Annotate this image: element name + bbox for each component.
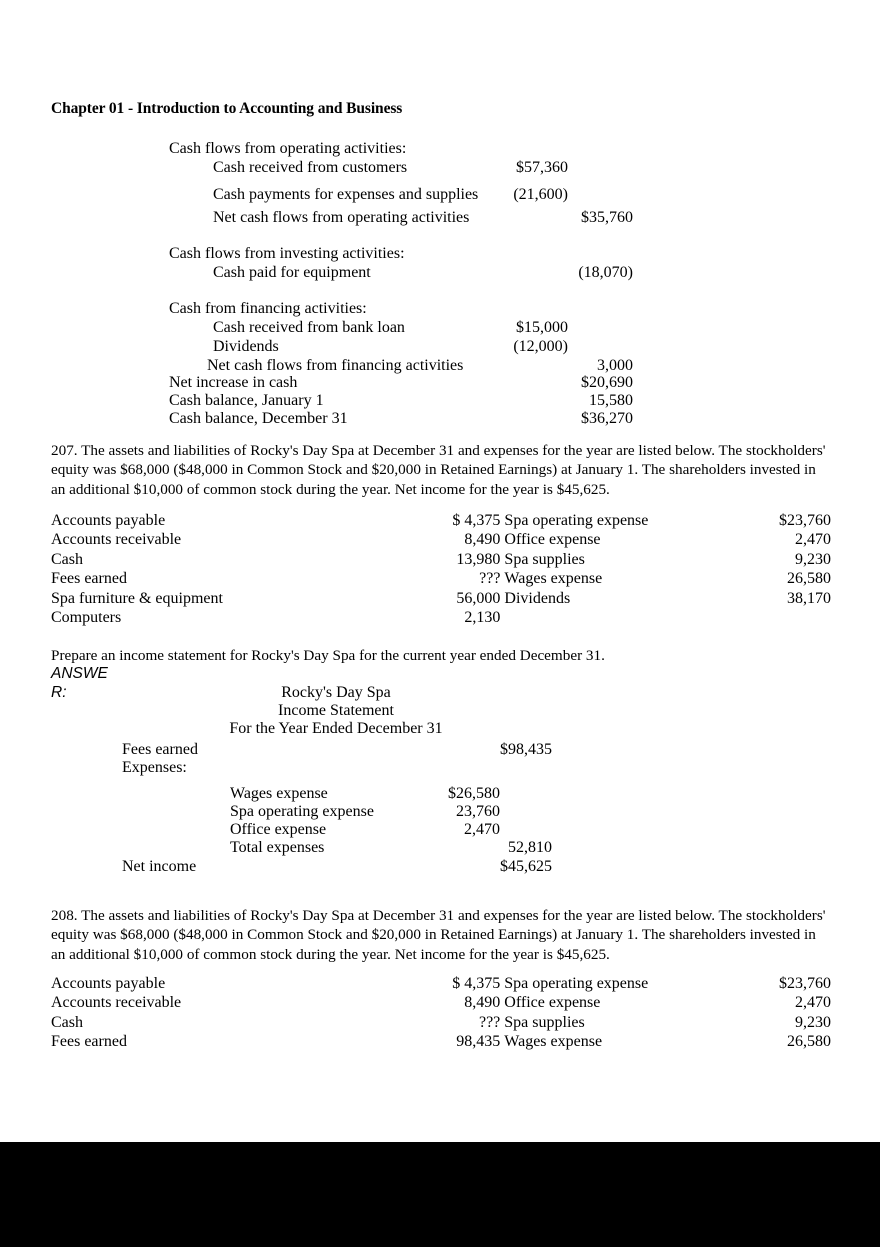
table-row [51, 550, 831, 569]
page-bottom-band [0, 1142, 880, 1247]
cash-flow-label: Net cash flows from financing activities [207, 357, 464, 374]
account-label-left: Fees earned [51, 1033, 127, 1051]
cash-flow-label: Cash received from bank loan [213, 319, 405, 336]
account-amount-right: $23,760 [779, 975, 831, 992]
table-row [51, 993, 831, 1012]
account-label-right: Wages expense [504, 1033, 603, 1051]
cash-flow-amount-inner: $57,360 [516, 159, 568, 176]
cash-flow-label: Cash balance, December 31 [169, 410, 348, 427]
account-amount-left: 13,980 [456, 550, 501, 568]
income-statement-amount-outer: 52,810 [508, 839, 552, 856]
cash-flow-label: Dividends [213, 338, 279, 355]
table-row [51, 530, 831, 549]
cash-flow-label: Cash flows from investing activities: [169, 245, 405, 262]
account-label-left: Accounts payable [51, 512, 166, 529]
cash-flow-label: Cash received from customers [213, 159, 408, 176]
account-label-right: Wages expense [504, 570, 603, 588]
problem-208-paragraph: 208. The assets and liabilities of Rocky's Day Spa at December 31 and expenses for the year are listed below. The stockholders' equity was $68,000 ($48,000 in Common Stock and $20,000 in Retained Earnings) at January 1. The shareholders invested in an additional $10,000 of common stock during the year. Net income for the year is $45,625. [51, 907, 826, 963]
account-amount-right: 26,580 [787, 1033, 831, 1051]
table-row [51, 608, 831, 627]
income-statement-label: Office expense [230, 821, 327, 838]
account-label-right: Dividends [504, 589, 571, 607]
income-statement-label: Spa operating expense [230, 803, 374, 820]
prepare-instruction-207: Prepare an income statement for Rocky's Day Spa for the current year ended December 31. [51, 647, 605, 664]
cash-flow-amount-outer: 15,580 [589, 392, 633, 409]
cash-flow-label: Cash flows from operating activities: [169, 140, 407, 157]
cash-flow-label: Cash paid for equipment [213, 264, 371, 281]
account-label-left: Spa furniture & equipment [51, 589, 223, 607]
cash-flow-amount-outer: (18,070) [578, 264, 633, 281]
cash-flow-amount-inner: (21,600) [513, 186, 568, 203]
account-label-left: Computers [51, 609, 122, 627]
income-statement-period: For the Year Ended December 31 [229, 719, 443, 737]
cash-flow-label: Cash from financing activities: [169, 300, 367, 317]
problem-207-account-table [51, 511, 831, 627]
answer-label-207: ANSWER: [51, 665, 108, 701]
account-label-right: Spa supplies [504, 550, 585, 568]
income-statement-type: Income Statement [278, 701, 394, 719]
account-amount-right: 2,470 [795, 531, 831, 549]
account-amount-right [733, 608, 831, 627]
cash-flow-amount-outer: $36,270 [581, 410, 633, 427]
income-statement-amount-outer: $45,625 [500, 858, 552, 875]
cash-flow-amount-outer: $20,690 [581, 374, 633, 391]
account-label-left: Accounts receivable [51, 531, 182, 549]
account-label-left: Cash [51, 550, 83, 568]
income-statement-label: Fees earned [122, 741, 198, 758]
account-label-right: Office expense [504, 994, 601, 1012]
cash-flow-label: Cash balance, January 1 [169, 392, 324, 409]
account-amount-left: 98,435 [456, 1033, 501, 1051]
account-amount-left: 2,130 [464, 609, 501, 627]
table-row [51, 1013, 831, 1032]
table-row [51, 511, 831, 530]
cash-flow-amount-outer: 3,000 [597, 357, 633, 374]
table-row [51, 974, 831, 993]
account-label-left: Cash [51, 1013, 83, 1031]
page-title: Chapter 01 - Introduction to Accounting and Business [51, 100, 403, 117]
account-amount-left: ??? [478, 1013, 501, 1031]
account-amount-right: 9,230 [795, 1013, 831, 1031]
cash-flow-label: Net increase in cash [169, 374, 298, 391]
account-label-right: Spa operating expense [504, 512, 649, 529]
account-amount-left: ??? [479, 570, 501, 588]
account-amount-right: 38,170 [787, 589, 831, 607]
account-amount-left: 56,000 [456, 589, 501, 607]
cash-flow-amount-inner: $15,000 [516, 319, 568, 336]
account-amount-right: 2,470 [795, 994, 831, 1012]
account-amount-left: 8,490 [464, 531, 501, 549]
cash-flow-amount-outer: $35,760 [581, 209, 633, 226]
account-amount-right: $23,760 [779, 512, 831, 529]
table-row [51, 589, 831, 608]
account-label-right [504, 608, 733, 627]
account-label-right: Office expense [504, 531, 601, 549]
table-row [51, 1032, 831, 1051]
income-statement-heading [171, 684, 501, 737]
account-label-left: Fees earned [51, 570, 127, 588]
account-label-left: Accounts receivable [51, 994, 182, 1012]
account-label-right: Spa operating expense [504, 975, 649, 992]
account-amount-right: 26,580 [787, 570, 831, 588]
account-amount-right: 9,230 [795, 550, 831, 568]
problem-207-paragraph: 207. The assets and liabilities of Rocky's Day Spa at December 31 and expenses for the year are listed below. The stockholders' equity was $68,000 ($48,000 in Common Stock and $20,000 in Retained Earnings) at January 1. The shareholders invested in an additional $10,000 of common stock during the year. Net income for the year is $45,625. [51, 442, 826, 498]
account-amount-left: $ 4,375 [452, 975, 501, 992]
table-row [51, 569, 831, 588]
account-amount-left: 8,490 [464, 994, 501, 1012]
income-statement-company: Rocky's Day Spa [281, 684, 391, 701]
problem-208-account-table [51, 974, 831, 1052]
cash-flow-amount-inner: (12,000) [513, 338, 568, 355]
income-statement-label: Wages expense [230, 785, 328, 802]
income-statement-amount-inner: 2,470 [464, 821, 500, 838]
cash-flow-label: Cash payments for expenses and supplies [213, 186, 479, 203]
account-label-left: Accounts payable [51, 975, 166, 992]
account-amount-left: $ 4,375 [452, 512, 501, 529]
income-statement-amount-inner: 23,760 [456, 803, 500, 820]
cash-flow-label: Net cash flows from operating activities [213, 209, 470, 226]
account-label-right: Spa supplies [504, 1013, 585, 1031]
income-statement-amount-outer: $98,435 [500, 741, 552, 758]
income-statement-label: Total expenses [230, 839, 325, 856]
income-statement-label: Expenses: [122, 759, 187, 776]
income-statement-label: Net income [122, 858, 197, 875]
income-statement-amount-inner: $26,580 [448, 785, 500, 802]
